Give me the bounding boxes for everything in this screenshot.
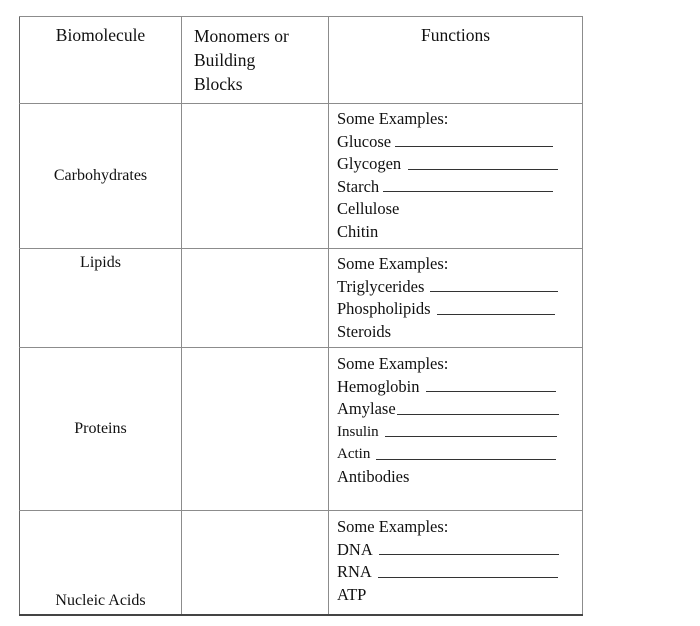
- example-item: [337, 321, 582, 344]
- example-text: Insulin: [337, 423, 379, 440]
- header-monomers-line1: Monomers or: [194, 26, 289, 46]
- example-text: Chitin: [337, 221, 379, 241]
- answer-blank[interactable]: [437, 314, 555, 315]
- functions-cell-nucleic-acids: [329, 511, 583, 616]
- biomolecule-name-lipids: Lipids: [20, 249, 182, 348]
- example-item: [337, 176, 582, 199]
- header-monomers-line3: Blocks: [194, 74, 243, 94]
- biomolecule-name-proteins: Proteins: [20, 348, 182, 511]
- monomers-cell-nucleic-acids[interactable]: [182, 511, 329, 616]
- example-item: [337, 466, 582, 489]
- table-row-proteins: [20, 348, 583, 511]
- header-functions: Functions: [329, 17, 583, 104]
- answer-blank[interactable]: [395, 146, 553, 147]
- examples-label: Some Examples:: [337, 354, 449, 373]
- example-text: Amylase: [337, 399, 396, 419]
- monomers-cell-carbohydrates[interactable]: [182, 104, 329, 249]
- answer-blank[interactable]: [376, 459, 556, 460]
- answer-blank[interactable]: [408, 169, 558, 170]
- example-item: [337, 298, 582, 321]
- functions-cell-lipids: [329, 249, 583, 348]
- header-monomers: [182, 17, 329, 104]
- example-text: Hemoglobin: [337, 376, 420, 396]
- example-item: [337, 443, 582, 466]
- example-text: RNA: [337, 562, 372, 582]
- example-item: [337, 198, 582, 221]
- answer-blank[interactable]: [383, 191, 553, 192]
- example-item: [337, 221, 582, 244]
- biomolecule-name-carbohydrates: Carbohydrates: [20, 104, 182, 249]
- example-item: [337, 398, 582, 421]
- header-row: [20, 17, 583, 104]
- example-text: DNA: [337, 539, 373, 559]
- answer-blank[interactable]: [378, 577, 558, 578]
- answer-blank[interactable]: [426, 391, 556, 392]
- example-text: ATP: [337, 584, 367, 604]
- biomolecules-worksheet: [19, 16, 582, 609]
- example-text: Starch: [337, 176, 380, 196]
- example-item: [337, 376, 582, 399]
- biomolecules-table: [19, 16, 583, 616]
- examples-label: Some Examples:: [337, 517, 449, 536]
- example-text: Steroids: [337, 321, 392, 341]
- answer-blank[interactable]: [397, 414, 559, 415]
- answer-blank[interactable]: [379, 554, 559, 555]
- example-item: [337, 421, 582, 444]
- example-item: [337, 153, 582, 176]
- example-text: Glucose: [337, 131, 392, 151]
- table-row-carbohydrates: [20, 104, 583, 249]
- example-item: [337, 561, 582, 584]
- monomers-cell-proteins[interactable]: [182, 348, 329, 511]
- example-text: Triglycerides: [337, 276, 425, 296]
- example-item: [337, 131, 582, 154]
- example-item: [337, 276, 582, 299]
- table-row-lipids: [20, 249, 583, 348]
- example-text: Antibodies: [337, 466, 410, 486]
- examples-label: Some Examples:: [337, 109, 449, 128]
- header-biomolecule: Biomolecule: [20, 17, 182, 104]
- biomolecule-name-nucleic-acids: Nucleic Acids: [20, 511, 182, 616]
- example-text: Actin: [337, 446, 371, 463]
- functions-cell-carbohydrates: [329, 104, 583, 249]
- example-text: Phospholipids: [337, 299, 431, 319]
- functions-cell-proteins: [329, 348, 583, 511]
- example-text: Glycogen: [337, 154, 402, 174]
- example-text: Cellulose: [337, 199, 400, 219]
- table-row-nucleic-acids: [20, 511, 583, 616]
- answer-blank[interactable]: [385, 436, 557, 437]
- monomers-cell-lipids[interactable]: [182, 249, 329, 348]
- example-item: [337, 539, 582, 562]
- header-monomers-line2: Building: [194, 50, 256, 70]
- example-item: [337, 584, 582, 607]
- examples-label: Some Examples:: [337, 254, 449, 273]
- answer-blank[interactable]: [430, 291, 558, 292]
